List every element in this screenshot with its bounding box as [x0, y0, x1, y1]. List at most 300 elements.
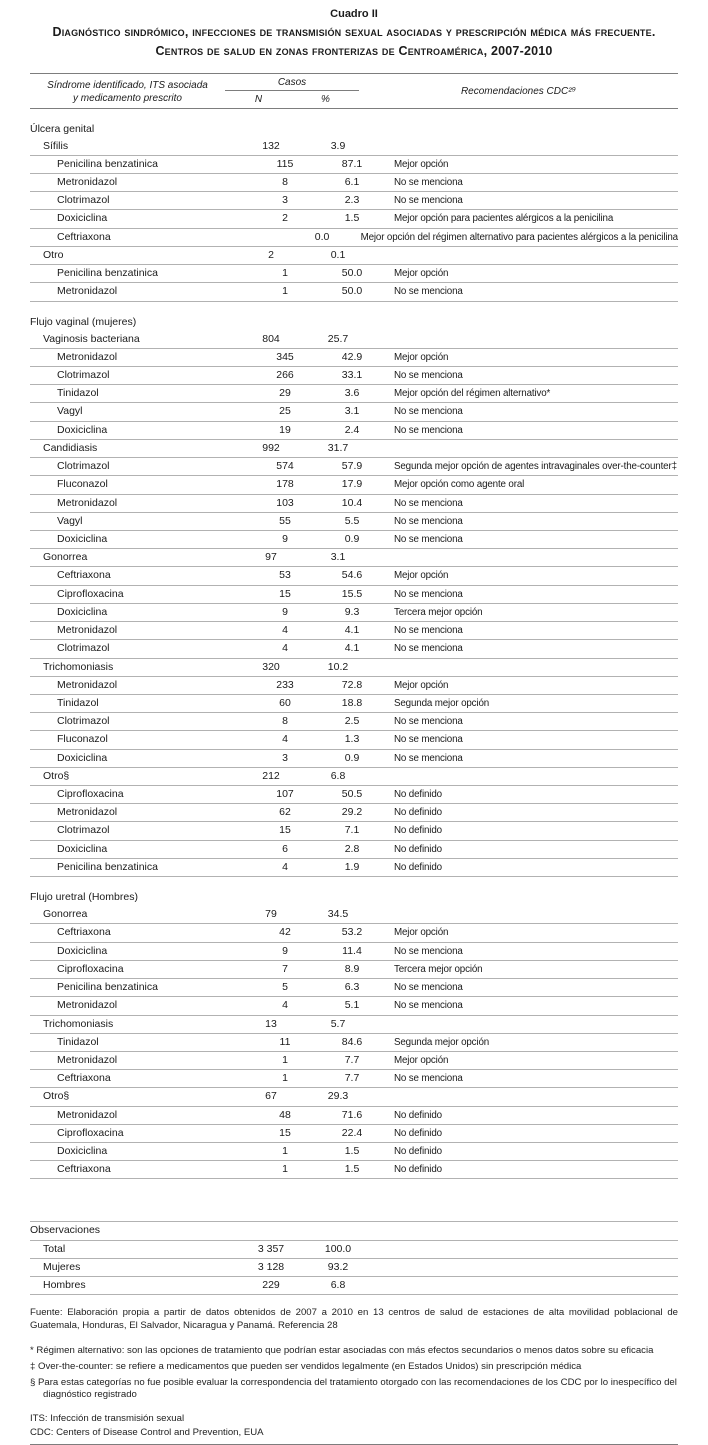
table-row — [30, 229, 678, 247]
row-label: Doxiciclina — [57, 212, 108, 225]
row-n: 3 128 — [257, 1260, 285, 1273]
row-pct: 7.1 — [344, 824, 360, 837]
table-row — [30, 121, 678, 138]
row-pct: 8.9 — [344, 962, 360, 975]
table-row — [30, 495, 678, 513]
row-rec: No se menciona — [394, 625, 463, 637]
row-label: Doxiciclina — [57, 1144, 108, 1157]
table-title — [30, 23, 678, 61]
row-rec: No se menciona — [394, 982, 463, 994]
row-pct: 5.7 — [330, 1017, 346, 1030]
row-label: Otro — [43, 248, 64, 261]
row-label: Metronidazol — [57, 999, 118, 1012]
row-rec: No definido — [394, 1164, 442, 1176]
row-label: Doxiciclina — [57, 605, 108, 618]
column-header-syndrome-line-1: Síndrome identificado, ITS asociada — [47, 79, 208, 91]
row-label: Penicilina benzatinica — [57, 981, 158, 994]
row-pct: 31.7 — [327, 441, 349, 454]
row-label: Sífilis — [43, 139, 69, 152]
table-row — [30, 367, 678, 385]
row-label: Metronidazol — [57, 350, 118, 363]
row-n: 3 — [282, 751, 288, 764]
row-label: Candidiasis — [43, 441, 98, 454]
row-label: Vagyl — [57, 514, 83, 527]
table-row — [30, 265, 678, 283]
row-label: Gonorrea — [43, 551, 88, 564]
row-pct: 53.2 — [341, 926, 363, 939]
row-n: 4 — [282, 999, 288, 1012]
row-rec: Mejor opción como agente oral — [394, 479, 525, 491]
table-row — [30, 349, 678, 367]
row-rec: No definido — [394, 1109, 442, 1121]
row-n: 19 — [279, 423, 291, 436]
row-label: Clotrimazol — [57, 460, 110, 473]
table-row — [30, 174, 678, 192]
row-rec: No definido — [394, 825, 442, 837]
row-n: 320 — [262, 660, 280, 673]
row-n: 1 — [282, 1053, 288, 1066]
row-pct: 5.5 — [344, 514, 360, 527]
row-pct: 2.8 — [344, 842, 360, 855]
table-row — [30, 1161, 678, 1179]
table-row — [30, 604, 678, 622]
row-rec: No se menciona — [394, 370, 463, 381]
source-note: Fuente: Elaboración propia a partir de datos obtenidos de 2007 a 2010 en 13 centros de salud de estaciones de alta movilidad poblacional de Guatemala, Honduras, El Salvador, Nicaragua y Panamá. Referencia 28 — [30, 1306, 678, 1331]
row-n: 212 — [262, 769, 280, 782]
table-row — [30, 513, 678, 531]
table-title-line-2: Centros de salud en zonas fronterizas de Centroamérica, 2007-2010 — [155, 43, 553, 58]
row-pct: 1.5 — [344, 1163, 360, 1176]
row-n: 4 — [282, 733, 288, 746]
row-label: Metronidazol — [57, 1108, 118, 1121]
row-n: 992 — [262, 441, 280, 454]
table-row — [30, 731, 678, 749]
row-pct: 9.3 — [344, 605, 360, 618]
row-rec: Mejor opción para pacientes alérgicos a la penicilina — [394, 213, 614, 225]
row-label: Ciprofloxacina — [57, 962, 124, 975]
column-header-n: N — [254, 93, 263, 105]
row-pct: 18.8 — [341, 696, 363, 709]
row-n: 1 — [282, 1144, 288, 1157]
table-row — [30, 1143, 678, 1161]
row-pct: 4.1 — [344, 624, 360, 637]
column-header-recommendations: Recomendaciones CDC²⁹ — [460, 85, 577, 97]
row-rec: No se menciona — [394, 534, 463, 545]
row-n: 8 — [282, 715, 288, 728]
row-label: Doxiciclina — [57, 423, 108, 436]
row-rec: No se menciona — [394, 406, 463, 418]
table-row — [30, 786, 678, 804]
row-rec: No definido — [394, 861, 442, 873]
row-n: 4 — [282, 860, 288, 873]
table-row — [30, 283, 678, 301]
row-label: Ceftriaxona — [57, 926, 111, 939]
table-row — [30, 422, 678, 440]
row-label: Úlcera genital — [30, 122, 95, 135]
row-n: 229 — [262, 1278, 280, 1291]
table-row — [30, 1088, 678, 1106]
row-pct: 3.1 — [344, 405, 360, 418]
row-pct: 50.0 — [341, 267, 363, 280]
row-n: 9 — [282, 944, 288, 957]
row-label: Clotrimazol — [57, 642, 110, 655]
row-rec: Mejor opción del régimen alternativo para pacientes alérgicos a la penicilina — [360, 231, 678, 243]
row-pct: 6.1 — [344, 175, 360, 188]
table-row — [30, 531, 678, 549]
row-label: Fluconazol — [57, 478, 108, 491]
row-pct: 42.9 — [341, 350, 363, 363]
row-n: 48 — [279, 1108, 291, 1121]
row-rec: No se menciona — [394, 1000, 463, 1012]
table-row — [30, 822, 678, 840]
footnote-section-mark: § Para estas categorías no fue posible evaluar la correspondencia del tratamiento otorgado con las recomendaciones de los CDC por lo inespecífico del diagnóstico registrado — [30, 1376, 677, 1401]
row-label: Clotrimazol — [57, 194, 110, 207]
row-n: 15 — [279, 587, 291, 600]
row-pct: 1.5 — [344, 212, 360, 225]
row-n: 2 — [282, 212, 288, 225]
row-rec: Mejor opción — [394, 570, 449, 582]
row-label: Ceftriaxona — [57, 1072, 111, 1085]
row-rec: No se menciona — [394, 424, 463, 436]
row-label: Ceftriaxona — [57, 230, 111, 243]
row-n: 178 — [276, 478, 294, 491]
row-rec: Mejor opción — [394, 351, 449, 363]
row-label: Vaginosis bacteriana — [43, 332, 140, 345]
row-label: Flujo uretral (Hombres) — [30, 891, 138, 904]
row-label: Tinidazol — [57, 1035, 99, 1048]
table-row — [30, 586, 678, 604]
row-n: 574 — [276, 460, 294, 473]
table-row — [30, 210, 678, 228]
row-label: Ciprofloxacina — [57, 587, 124, 600]
row-rec: No definido — [394, 788, 442, 800]
row-pct: 50.5 — [341, 787, 363, 800]
table-row — [30, 1034, 678, 1052]
row-rec: Mejor opción — [394, 927, 449, 939]
table-row — [30, 1277, 678, 1295]
row-label: Ceftriaxona — [57, 569, 111, 582]
table-row — [30, 476, 678, 494]
row-label: Penicilina benzatinica — [57, 267, 158, 280]
table-row — [30, 804, 678, 822]
row-pct: 15.5 — [341, 587, 363, 600]
table-row — [30, 440, 678, 458]
table-row — [30, 997, 678, 1015]
column-header-pct: % — [321, 93, 330, 105]
row-label: Fluconazol — [57, 733, 108, 746]
row-pct: 10.2 — [327, 660, 349, 673]
row-pct: 7.7 — [344, 1072, 360, 1085]
row-rec: Mejor opción — [394, 1054, 449, 1066]
row-rec: No se menciona — [394, 734, 463, 746]
row-label: Doxiciclina — [57, 842, 108, 855]
abbreviation-its: ITS: Infección de transmisión sexual — [30, 1412, 185, 1424]
row-n: 7 — [282, 962, 288, 975]
row-label: Metronidazol — [57, 806, 118, 819]
table-row — [30, 640, 678, 658]
row-n: 1 — [282, 1163, 288, 1176]
row-n: 9 — [282, 605, 288, 618]
footnote-asterisk: * Régimen alternativo: son las opciones de tratamiento que podrían estar asociadas con más efectos secundarios o menos datos sobre su eficacia — [30, 1345, 654, 1357]
row-pct: 34.5 — [327, 908, 349, 921]
row-n: 2 — [268, 248, 274, 261]
row-n: 62 — [279, 806, 291, 819]
table-row — [30, 924, 678, 942]
row-n: 15 — [279, 824, 291, 837]
row-label: Metronidazol — [57, 678, 118, 691]
row-label: Mujeres — [43, 1260, 81, 1273]
row-n: 1 — [282, 1072, 288, 1085]
table-row — [30, 458, 678, 476]
table-row — [30, 403, 678, 421]
row-pct: 33.1 — [341, 369, 363, 381]
row-n: 233 — [276, 678, 294, 691]
row-pct: 5.1 — [344, 999, 360, 1012]
row-n: 11 — [279, 1035, 291, 1048]
row-pct: 10.4 — [341, 496, 363, 509]
row-pct: 2.4 — [344, 423, 360, 436]
table-row — [30, 1125, 678, 1143]
row-label: Vagyl — [57, 405, 83, 418]
row-n: 60 — [279, 696, 291, 709]
row-pct: 71.6 — [341, 1108, 363, 1121]
row-pct: 7.7 — [344, 1053, 360, 1066]
footnote-double-dagger: ‡ Over-the-counter: se refiere a medicamentos que pueden ser vendidos legalmente (en Estados Unidos) sin prescripción médica — [30, 1360, 582, 1372]
row-rec: No se menciona — [394, 497, 463, 509]
row-label: Doxiciclina — [57, 533, 108, 545]
row-n: 107 — [276, 787, 294, 800]
row-label: Ceftriaxona — [57, 1163, 111, 1176]
table-footer — [30, 1307, 678, 1445]
table-row — [30, 1107, 678, 1125]
row-pct: 3.1 — [330, 551, 346, 564]
table-row — [30, 1241, 678, 1259]
row-label: Clotrimazol — [57, 715, 110, 728]
table-header — [30, 73, 678, 109]
row-rec: Segunda mejor opción — [394, 697, 490, 709]
row-rec: Tercera mejor opción — [394, 963, 483, 975]
table-row — [30, 156, 678, 174]
row-label: Tinidazol — [57, 387, 99, 400]
table-row — [30, 1016, 678, 1034]
row-label: Trichomoniasis — [43, 1017, 114, 1030]
row-n: 53 — [279, 569, 291, 582]
row-rec: Mejor opción del régimen alternativo* — [394, 388, 551, 400]
table-row — [30, 1259, 678, 1277]
row-rec: No se menciona — [394, 1073, 463, 1085]
row-pct: 54.6 — [341, 569, 363, 582]
column-header-casos-sub — [225, 91, 359, 105]
row-pct: 0.1 — [330, 248, 346, 261]
row-n: 67 — [265, 1090, 277, 1103]
row-label: Otro§ — [43, 769, 70, 782]
row-n: 132 — [262, 139, 280, 152]
row-rec: No definido — [394, 1127, 442, 1139]
row-label: Tinidazol — [57, 696, 99, 709]
row-pct: 100.0 — [324, 1242, 352, 1255]
row-pct: 84.6 — [341, 1035, 363, 1048]
row-label: Otro§ — [43, 1090, 70, 1103]
row-n: 345 — [276, 350, 294, 363]
row-n: 13 — [265, 1017, 277, 1030]
abbreviations — [30, 1413, 678, 1439]
row-pct: 6.8 — [330, 1278, 346, 1291]
row-label: Penicilina benzatinica — [57, 860, 158, 873]
row-pct: 29.3 — [327, 1090, 349, 1103]
table-row — [30, 859, 678, 877]
row-n: 115 — [276, 157, 294, 170]
row-label: Ciprofloxacina — [57, 1126, 124, 1139]
row-pct: 0.9 — [344, 751, 360, 764]
row-rec: No se menciona — [394, 945, 463, 957]
row-rec: No se menciona — [394, 588, 463, 600]
column-header-syndrome-line-2: y medicamento prescrito — [73, 93, 182, 104]
table-row — [30, 314, 678, 331]
row-pct: 2.5 — [344, 715, 360, 728]
row-rec: No definido — [394, 807, 442, 819]
row-rec: Mejor opción — [394, 158, 449, 170]
table-row — [30, 677, 678, 695]
row-pct: 50.0 — [341, 285, 363, 298]
row-pct: 1.9 — [344, 860, 360, 873]
row-label: Penicilina benzatinica — [57, 157, 158, 170]
table-row — [30, 385, 678, 403]
table-row — [30, 622, 678, 640]
row-n: 804 — [262, 332, 280, 345]
table-row — [30, 567, 678, 585]
row-label: Ciprofloxacina — [57, 787, 124, 800]
table-row — [30, 979, 678, 997]
row-pct: 3.9 — [330, 139, 346, 152]
row-n: 8 — [282, 175, 288, 188]
row-n: 29 — [279, 387, 291, 400]
row-rec: No se menciona — [394, 515, 463, 527]
table-row — [30, 1052, 678, 1070]
row-n: 9 — [282, 533, 288, 545]
row-pct: 29.2 — [341, 806, 363, 819]
row-n: 79 — [265, 908, 277, 921]
table-row — [30, 138, 678, 156]
row-n: 25 — [279, 405, 291, 418]
table-row — [30, 750, 678, 768]
row-label: Metronidazol — [57, 496, 118, 509]
row-pct: 25.7 — [327, 332, 349, 345]
table-row — [30, 192, 678, 210]
row-rec: No definido — [394, 1145, 442, 1157]
row-label: Clotrimazol — [57, 824, 110, 837]
table-row — [30, 1070, 678, 1088]
row-pct: 1.3 — [344, 733, 360, 746]
row-n: 103 — [276, 496, 294, 509]
row-rec: No se menciona — [394, 643, 463, 655]
row-rec: Mejor opción — [394, 679, 449, 691]
row-label: Total — [43, 1242, 66, 1255]
row-n: 1 — [282, 285, 288, 298]
abbreviation-cdc: CDC: Centers of Disease Control and Prevention, EUA — [30, 1426, 264, 1438]
row-label: Flujo vaginal (mujeres) — [30, 315, 137, 328]
table-title-block — [30, 8, 678, 61]
row-n: 3 — [282, 194, 288, 207]
row-rec: No se menciona — [394, 195, 463, 207]
table-row — [30, 906, 678, 924]
table-row — [30, 961, 678, 979]
row-n: 15 — [279, 1126, 291, 1139]
column-header-syndrome — [30, 77, 225, 106]
row-pct: 17.9 — [341, 478, 363, 491]
row-n: 4 — [282, 624, 288, 637]
table-row — [30, 841, 678, 859]
column-header-casos-label: Casos — [225, 77, 359, 91]
row-label: Hombres — [43, 1278, 86, 1291]
row-n: 266 — [276, 369, 294, 381]
row-rec: Mejor opción — [394, 268, 449, 280]
row-pct: 0.9 — [344, 533, 360, 545]
row-n: 6 — [282, 842, 288, 855]
row-label: Metronidazol — [57, 1053, 118, 1066]
row-label: Gonorrea — [43, 908, 88, 921]
row-pct: 0.0 — [314, 230, 330, 243]
row-rec: No se menciona — [394, 286, 463, 298]
table-row — [30, 659, 678, 677]
row-label: Clotrimazol — [57, 369, 110, 381]
row-pct: 2.3 — [344, 194, 360, 207]
row-pct: 4.1 — [344, 642, 360, 655]
row-rec: Tercera mejor opción — [394, 606, 483, 618]
row-pct: 3.6 — [344, 387, 360, 400]
table-row — [30, 549, 678, 567]
row-label: Metronidazol — [57, 175, 118, 188]
row-label: Metronidazol — [57, 285, 118, 298]
row-n: 97 — [265, 551, 277, 564]
row-label: Observaciones — [30, 1224, 101, 1237]
table-row — [30, 713, 678, 731]
row-pct: 57.9 — [341, 460, 363, 473]
row-label: Doxiciclina — [57, 751, 108, 764]
table-row — [30, 768, 678, 786]
row-rec: Segunda mejor opción — [394, 1036, 490, 1048]
row-n: 3 357 — [257, 1242, 285, 1255]
row-pct: 6.3 — [344, 981, 360, 994]
row-label: Trichomoniasis — [43, 660, 114, 673]
table-row — [30, 1221, 678, 1240]
row-label: Doxiciclina — [57, 944, 108, 957]
table-row — [30, 247, 678, 265]
row-rec: Segunda mejor opción de agentes intravaginales over-the-counter‡ — [394, 461, 677, 473]
row-rec: No se menciona — [394, 752, 463, 764]
table-row — [30, 695, 678, 713]
row-pct: 6.8 — [330, 769, 346, 782]
row-pct: 11.4 — [342, 944, 362, 957]
table-body — [30, 121, 678, 1295]
row-rec: No definido — [394, 843, 442, 855]
row-label: Metronidazol — [57, 624, 118, 637]
table-row — [30, 889, 678, 906]
row-n: 4 — [282, 642, 288, 655]
row-pct: 1.5 — [344, 1144, 360, 1157]
column-header-casos — [225, 77, 359, 106]
table-title-line-1: Diagnóstico sindrómico, infecciones de transmisión sexual asociadas y prescripción médica más frecuente. — [52, 25, 656, 39]
row-n: 55 — [279, 514, 291, 527]
row-n: 42 — [279, 926, 291, 939]
table-row — [30, 331, 678, 349]
table-number: Cuadro II — [330, 8, 378, 20]
row-pct: 93.2 — [327, 1260, 349, 1273]
row-pct: 22.4 — [341, 1126, 363, 1139]
row-pct: 72.8 — [341, 678, 363, 691]
row-pct: 87.1 — [341, 157, 363, 170]
footnotes — [30, 1345, 678, 1402]
row-rec: No se menciona — [394, 176, 463, 188]
